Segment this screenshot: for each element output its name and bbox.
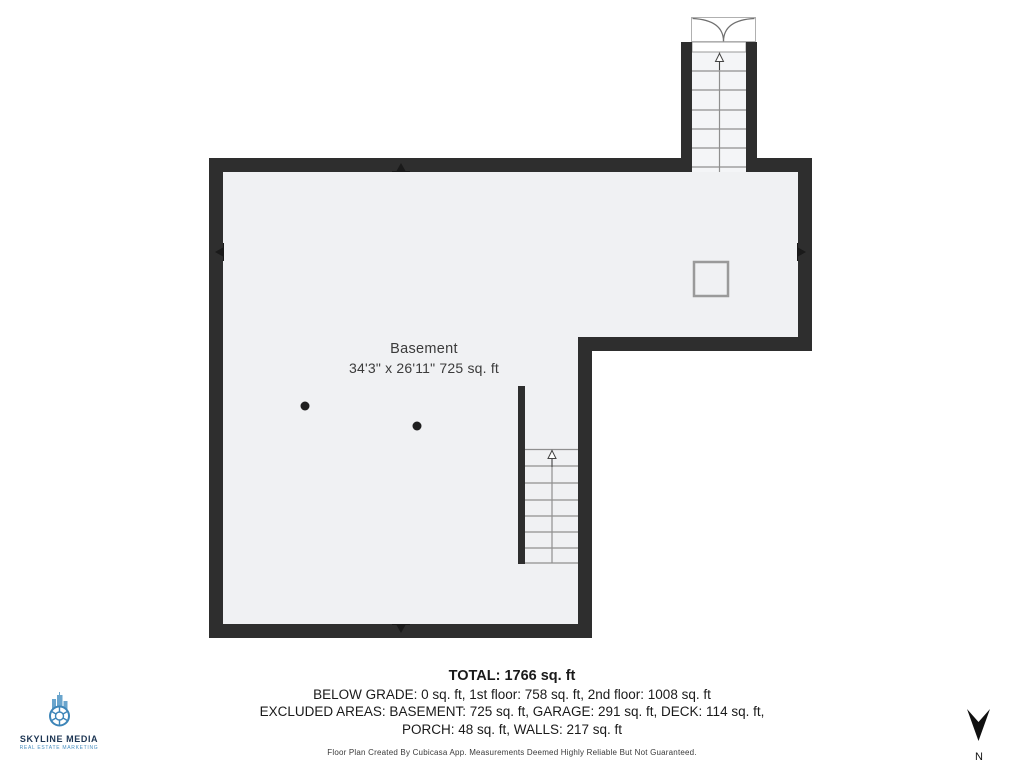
below-grade-line: BELOW GRADE: 0 sq. ft, 1st floor: 758 sq. ft, 2nd floor: 1008 sq. ft [313,686,711,702]
logo-tagline: REAL ESTATE MARKETING [19,745,99,751]
area-summary [0,668,1024,757]
entry-stairwell [692,18,756,173]
excluded-areas-line-2: PORCH: 48 sq. ft, WALLS: 217 sq. ft [401,721,623,737]
compass-label: N [975,751,983,763]
basement-floor [223,172,798,624]
north-arrow-icon [944,700,1014,745]
excluded-areas-line-1: EXCLUDED AREAS: BASEMENT: 725 sq. ft, GARAGE: 291 sq. ft, DECK: 114 sq. ft, [259,704,765,719]
compass [944,700,1014,763]
double-door-icon [692,18,756,42]
room-dimensions: 34'3" x 26'11" 725 sq. ft [348,360,499,376]
disclaimer-text: Floor Plan Created By Cubicasa App. Measurements Deemed Highly Reliable But Not Guaranteed. [327,747,697,757]
skyline-media-logo-icon [14,692,104,728]
logo-company-name: SKYLINE MEDIA [19,734,99,744]
room-name: Basement [390,341,458,357]
skyline-media-logo [14,692,104,751]
total-area: TOTAL: 1766 sq. ft [448,668,576,684]
room-label [284,341,564,376]
